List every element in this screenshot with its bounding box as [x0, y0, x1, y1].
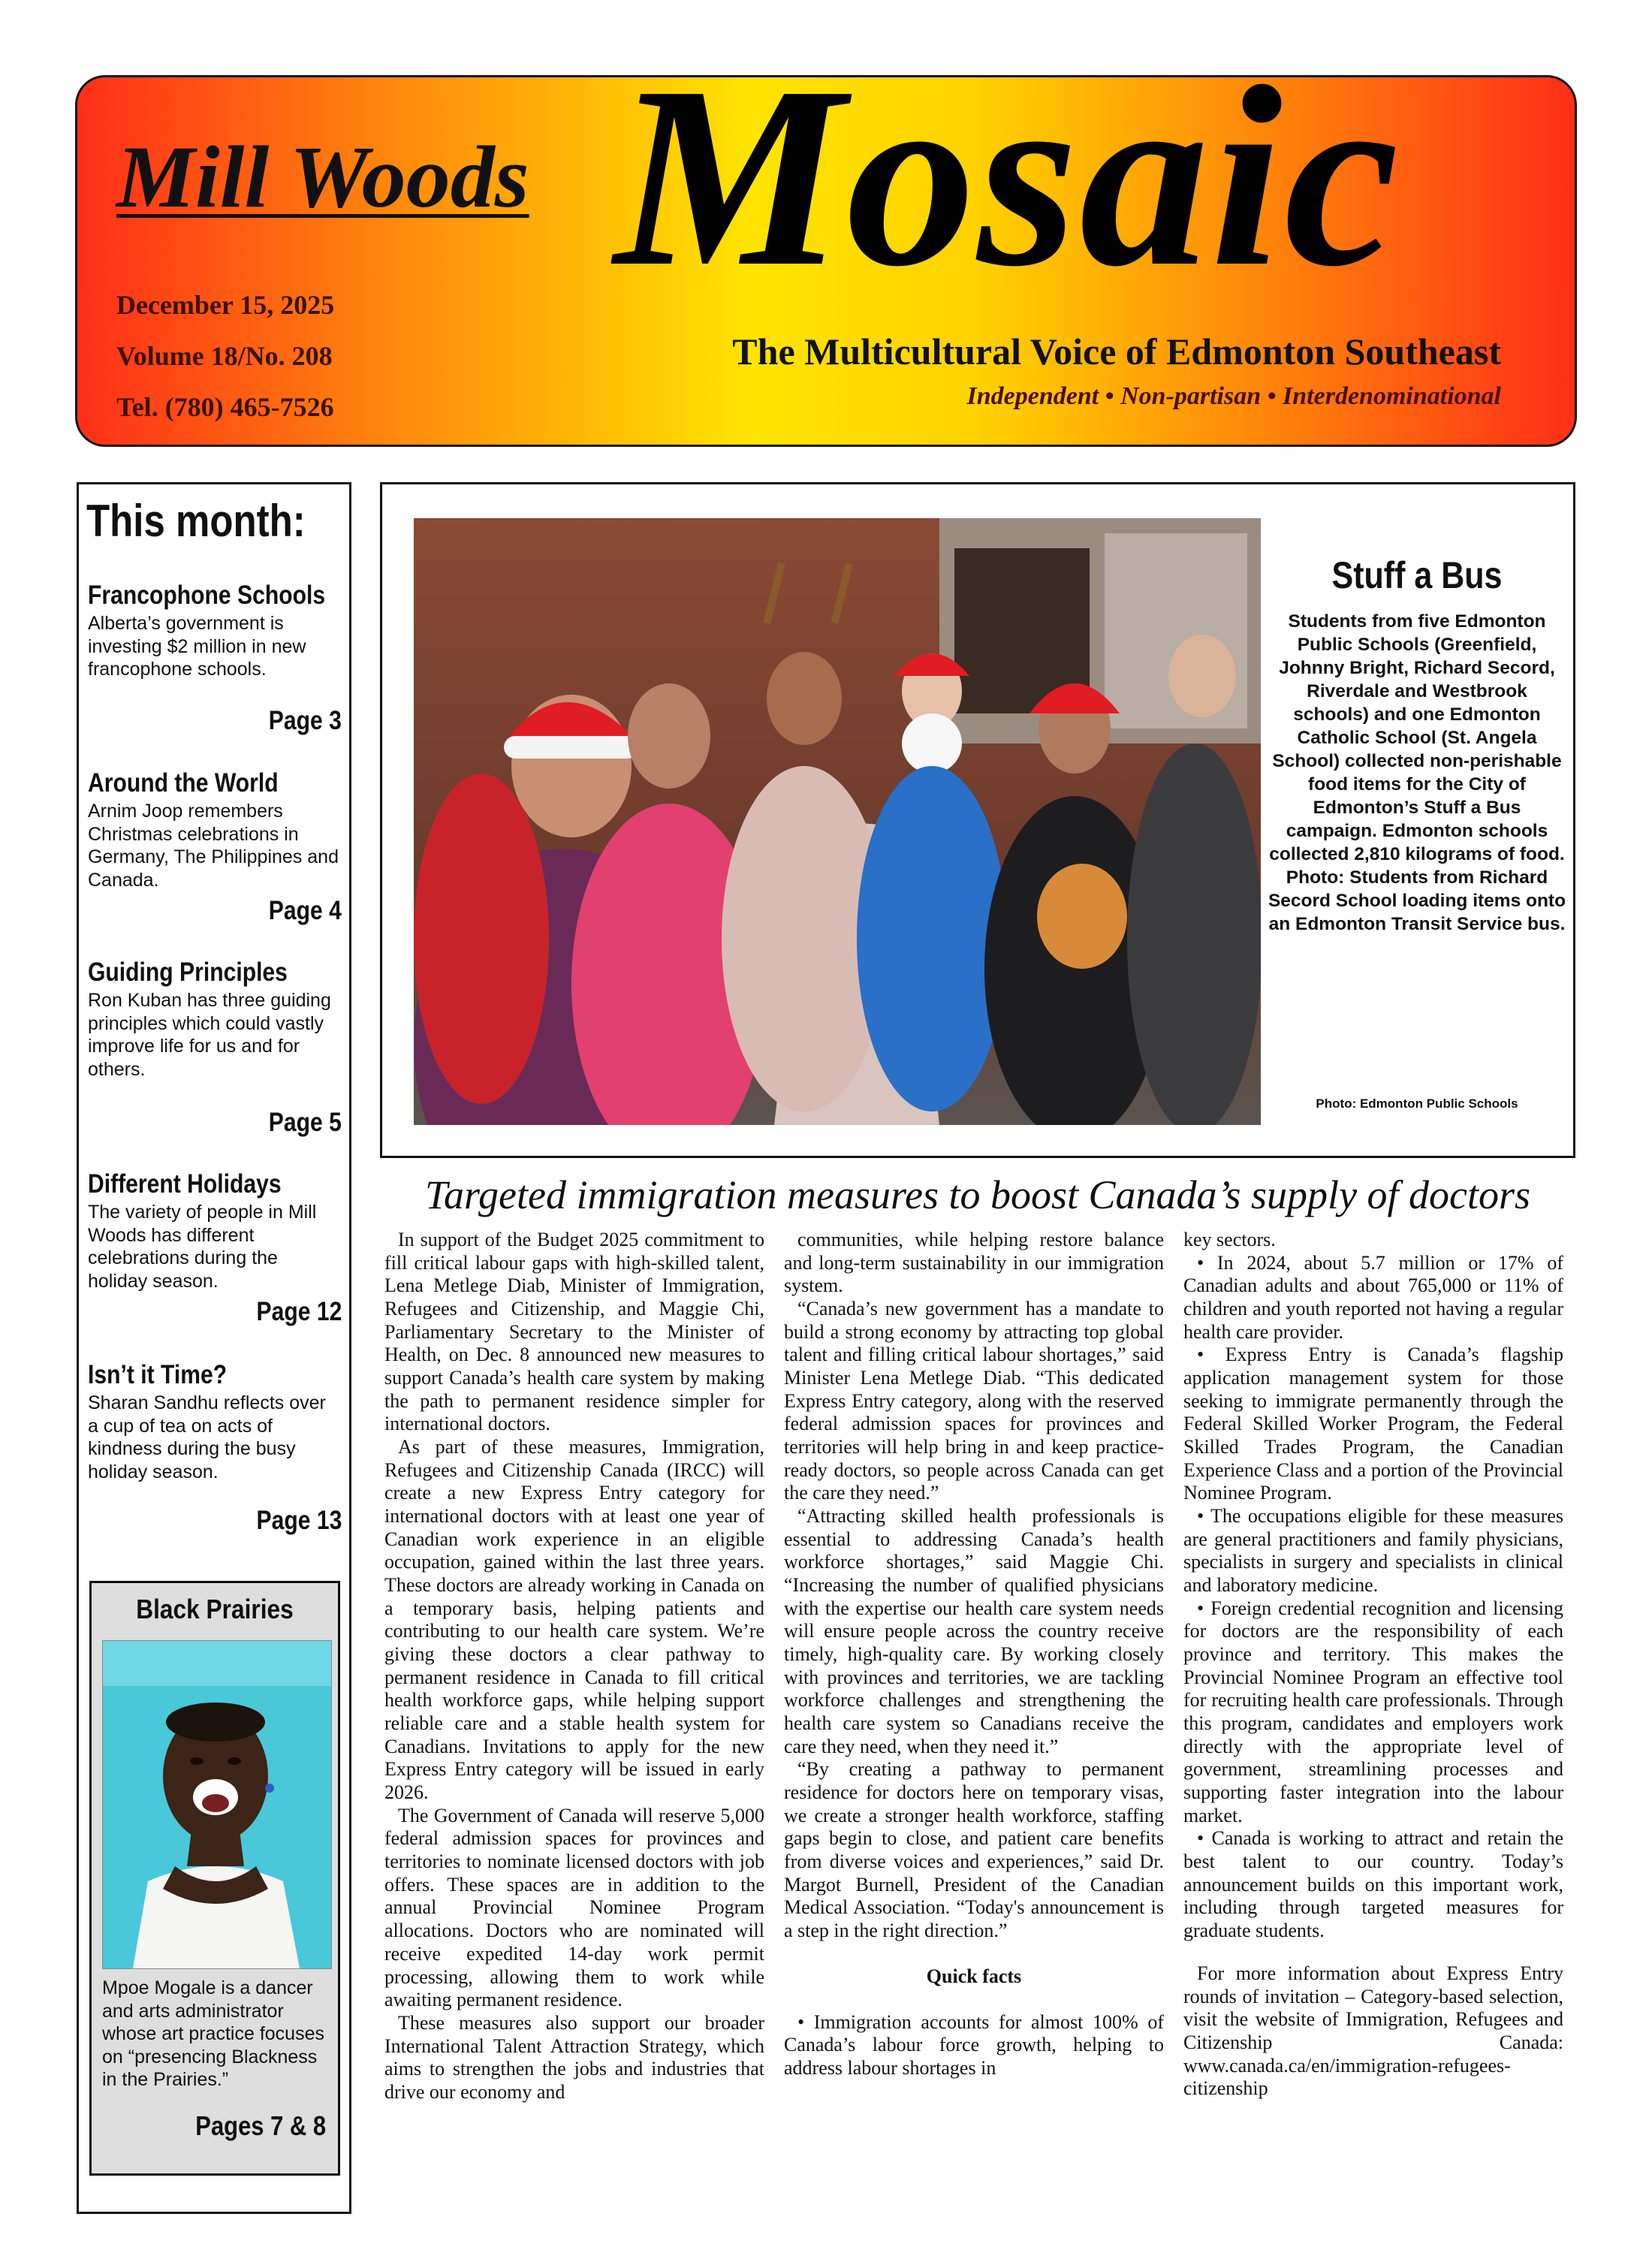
sidebar-title: This month: [86, 496, 306, 546]
toc-heading: Different Holidays [88, 1169, 282, 1199]
article-paragraph: As part of these measures, Immigration, Refugees and Citizenship Canada (IRCC) will create a new Express Entry category for international doctors with at least one year of Canadian work experience in an eligible occupation, gained within the last three years. These doctors are already working in Canada on a temporary basis, helping patients and contributing to our health care system. We’re giving these doctors a clear pathway to permanent residence in Canada to fill critical health workforce gaps, while helping support reliable care and a stable health system for Canadians. Invitations to apply for the new Express Entry category will be issued in early 2026. [384, 1436, 764, 1804]
promo-page-link[interactable]: Pages 7 & 8 [195, 2110, 326, 2141]
toc-description: The variety of people in Mill Woods has different celebrations during the holiday season. [88, 1202, 317, 1292]
toc-description: Arnim Joop remembers Christmas celebrations in Germany, The Philippines and Canada. [88, 801, 339, 891]
toc-heading: Francophone Schools [88, 581, 326, 610]
feature-photo [414, 518, 1261, 1125]
phone-number: Tel. (780) 465-7526 [116, 392, 334, 422]
toc-page-link[interactable]: Page 3 [268, 706, 342, 735]
toc-item[interactable] [88, 1360, 340, 1483]
article-column-1 [384, 1229, 764, 2104]
toc-heading: Isn’t it Time? [88, 1360, 228, 1389]
article-paragraph: “Canada’s new government has a mandate to build a strong economy by attracting top global talent and filling critical labour shortages,” said Minister Lena Metlege Diab. “This dedicated Express Entry category, along with the reserved federal admission spaces for provinces and territories will help bring in and keep practice-ready doctors, so people across Canada can get the care they need.” [784, 1298, 1164, 1504]
photo-credit: Photo: Edmonton Public Schools [1316, 1096, 1518, 1111]
promo-box[interactable] [89, 1581, 340, 2176]
feature-caption: Students from five Edmonton Public Schools (Greenfield, Johnny Bright, Richard Secord, Riverdale and Westbrook schools) and one Edmonton Catholic School (St. Angela School) collected non-perishable food items for the City of Edmonton’s Stuff a Bus campaign. Edmonton schools collected 2,810 kilograms of food. Photo: Students from Richard Secord School loading items onto an Edmonton Transit Service bus. [1268, 611, 1566, 934]
toc-description: Alberta’s government is investing $2 million in new francophone schools. [88, 613, 306, 680]
toc-item[interactable] [88, 581, 340, 681]
masthead [75, 75, 1577, 447]
toc-page-link[interactable]: Page 4 [268, 896, 342, 925]
article-paragraph: key sectors. [1183, 1229, 1276, 1250]
issue-volume: Volume 18/No. 208 [116, 341, 333, 371]
article-column-2 [784, 1229, 1164, 2080]
article-paragraph: For more information about Express Entry rounds of invitation – Category-based selection, visit the website of Immigration, Refugees and Citizenship Canada: www.canada.ca/en/immigration-refugees-citizenship [1183, 1962, 1563, 2100]
toc-heading: Guiding Principles [88, 958, 288, 987]
toc-item[interactable] [88, 1169, 340, 1292]
portrait-photo [102, 1640, 332, 1969]
issue-date: December 15, 2025 [116, 290, 335, 320]
article-paragraph: • Foreign credential recognition and licensing for doctors are the responsibility of each province and territory. This makes the Provincial Nominee Program an effective tool for recruiting health care professionals. Through this program, candidates and employers work directly with the appropriate level of government, streamlining processes and supporting faster integration into the labour market. [1183, 1597, 1563, 1826]
toc-description: Ron Kuban has three guiding principles which could vastly improve life for us and for others. [88, 990, 331, 1080]
article-paragraph: “Attracting skilled health professionals is essential to addressing Canada’s health workforce shortages,” said Maggie Chi. “Increasing the number of qualified physicians with the expertise our health care system needs will ensure people across the country receive timely, high-quality care. By working closely with provinces and territories, we are tackling workforce challenges and strengthening the health care system so Canadians receive the care they need, when they need it.” [784, 1505, 1164, 1757]
toc-page-link[interactable]: Page 12 [256, 1297, 342, 1326]
feature-title: Stuff a Bus [1331, 554, 1503, 596]
toc-page-link[interactable]: Page 5 [268, 1108, 342, 1137]
tagline: The Multicultural Voice of Edmonton Southeast [732, 330, 1501, 372]
sidebar-contents [77, 482, 351, 2214]
article-paragraph: • In 2024, about 5.7 million or 17% of Canadian adults and about 765,000 or 11% of children and youth reported not having a regular health care provider. [1183, 1251, 1563, 1343]
publication-name-top: Mill Woods [116, 128, 529, 226]
promo-title: Black Prairies [136, 1594, 294, 1624]
publication-name-main: Mosaic [614, 75, 1400, 320]
toc-item[interactable] [88, 958, 340, 1081]
toc-page-link[interactable]: Page 13 [256, 1506, 342, 1535]
toc-heading: Around the World [88, 768, 279, 798]
article-paragraph: “By creating a pathway to permanent residence for doctors here on temporary visas, we create a stronger health workforce, staffing gaps begin to close, and patient care benefits from diverse voices and experiences,” said Dr. Margot Burnell, President of the Canadian Medical Association. “Today's announcement is a step in the right direction.” [784, 1758, 1164, 1942]
article-paragraph: • Express Entry is Canada’s flagship application management system for those seeking to immigrate permanently through the Federal Skilled Worker Program, the Federal Skilled Trades Program, the Canadian Experience Class and a portion of the Provincial Nominee Program. [1183, 1344, 1563, 1504]
feature-box [380, 482, 1575, 1158]
promo-description: Mpoe Mogale is a dancer and arts administrator whose art practice focuses on “presencing Blackness in the Prairies.” [102, 1977, 324, 2090]
article-headline: Targeted immigration measures to boost Canada’s supply of doctors [424, 1172, 1531, 1217]
article-subheading: Quick facts [926, 1965, 1022, 1987]
toc-item[interactable] [88, 768, 340, 891]
article-paragraph: • Canada is working to attract and retain the best talent to our country. Today’s announcement builds on this important work, including through targeted measures for graduate students. [1183, 1827, 1563, 1942]
article-paragraph: In support of the Budget 2025 commitment to fill critical labour gaps with high-skilled talent, Lena Metlege Diab, Minister of Immigration, Refugees and Citizenship, and Maggie Chi, Parliamentary Secretary to the Minister of Health, on Dec. 8 announced new measures to support Canada’s health care system by making the path to permanent residence simpler for international doctors. [384, 1229, 764, 1435]
article-paragraph: These measures also support our broader International Talent Attraction Strategy, which aims to strengthen the jobs and industries that drive our economy and [384, 2011, 764, 2103]
toc-description: Sharan Sandhu reflects over a cup of tea on acts of kindness during the busy holiday season. [88, 1392, 326, 1482]
article-paragraph: communities, while helping restore balance and long-term sustainability in our immigration system. [784, 1229, 1164, 1297]
article-paragraph: The Government of Canada will reserve 5,000 federal admission spaces for provinces and territories to nominate licensed doctors with job offers. These spaces are in addition to the annual Provincial Nominee Program allocations. Doctors who are nominated will receive expedited 14-day work permit processing, allowing them to work while awaiting permanent residence. [384, 1804, 764, 2011]
article-paragraph: • The occupations eligible for these measures are general practitioners and family physicians, specialists in surgery and specialists in clinical and laboratory medicine. [1183, 1505, 1563, 1597]
article-paragraph: • Immigration accounts for almost 100% of Canada’s labour force growth, helping to address labour shortages in [784, 2010, 1164, 2079]
motto: Independent • Non-partisan • Interdenominational [966, 382, 1501, 410]
article-column-3 [1183, 1229, 1563, 2101]
